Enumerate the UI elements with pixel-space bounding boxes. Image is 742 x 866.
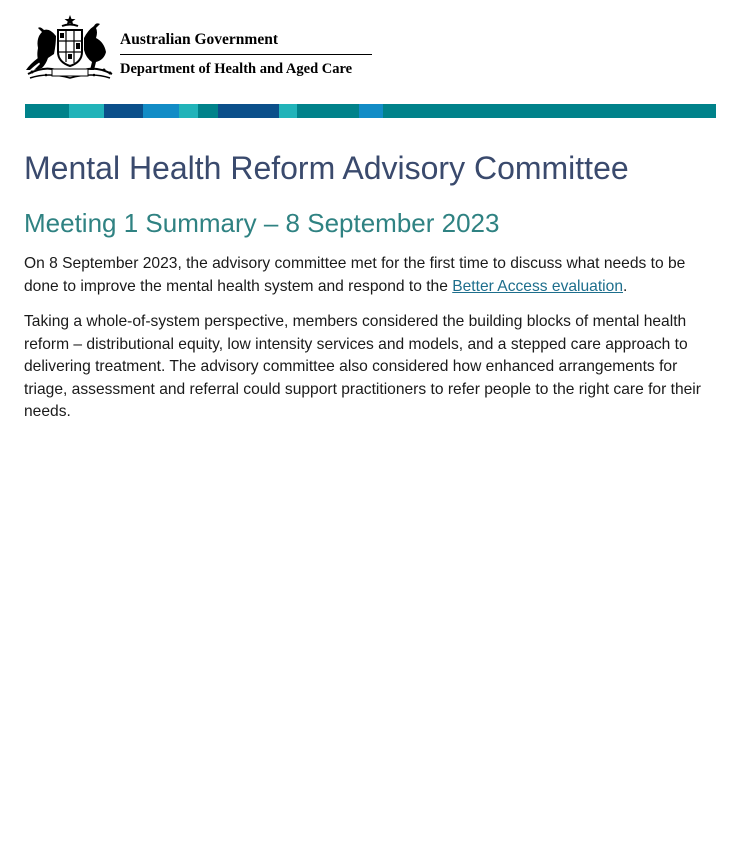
department-name: Department of Health and Aged Care: [120, 61, 353, 77]
intro-end: .: [623, 278, 628, 295]
page-title: Mental Health Reform Advisory Committee: [24, 150, 629, 186]
intro-paragraph: [24, 252, 724, 298]
meeting-subtitle: Meeting 1 Summary – 8 September 2023: [24, 208, 500, 238]
stripe-segment: [279, 104, 297, 118]
stripe-segment: [359, 104, 383, 118]
better-access-evaluation-link[interactable]: Better Access evaluation: [452, 278, 623, 295]
stripe-segment: [297, 104, 359, 118]
stripe-segment: [25, 104, 69, 118]
stripe-segment: [218, 104, 279, 118]
summary-paragraph: Taking a whole-of-system perspective, members considered the building blocks of mental health reform – distributional equity, low intensity services and models, and a stepped care approach to delivering treatment. The advisory committee also considered how enhanced arrangements for triage, assessment and referral could support practitioners to refer people to the right care for their needs.: [24, 313, 701, 420]
stripe-segment: [179, 104, 198, 118]
coat-of-arms-icon: [24, 14, 116, 82]
government-header: [24, 12, 384, 84]
government-name: Australian Government: [120, 30, 372, 55]
stripe-segment: [143, 104, 179, 118]
stripe-segment: [104, 104, 143, 118]
stripe-segment: [69, 104, 104, 118]
stripe-segment: [383, 104, 716, 118]
intro-text: On 8 September 2023, the advisory committee met for the first time to discuss what needs to be done to improve the mental health system and respond to the: [24, 255, 686, 295]
stripe-segment: [198, 104, 218, 118]
color-stripe: [25, 104, 716, 118]
